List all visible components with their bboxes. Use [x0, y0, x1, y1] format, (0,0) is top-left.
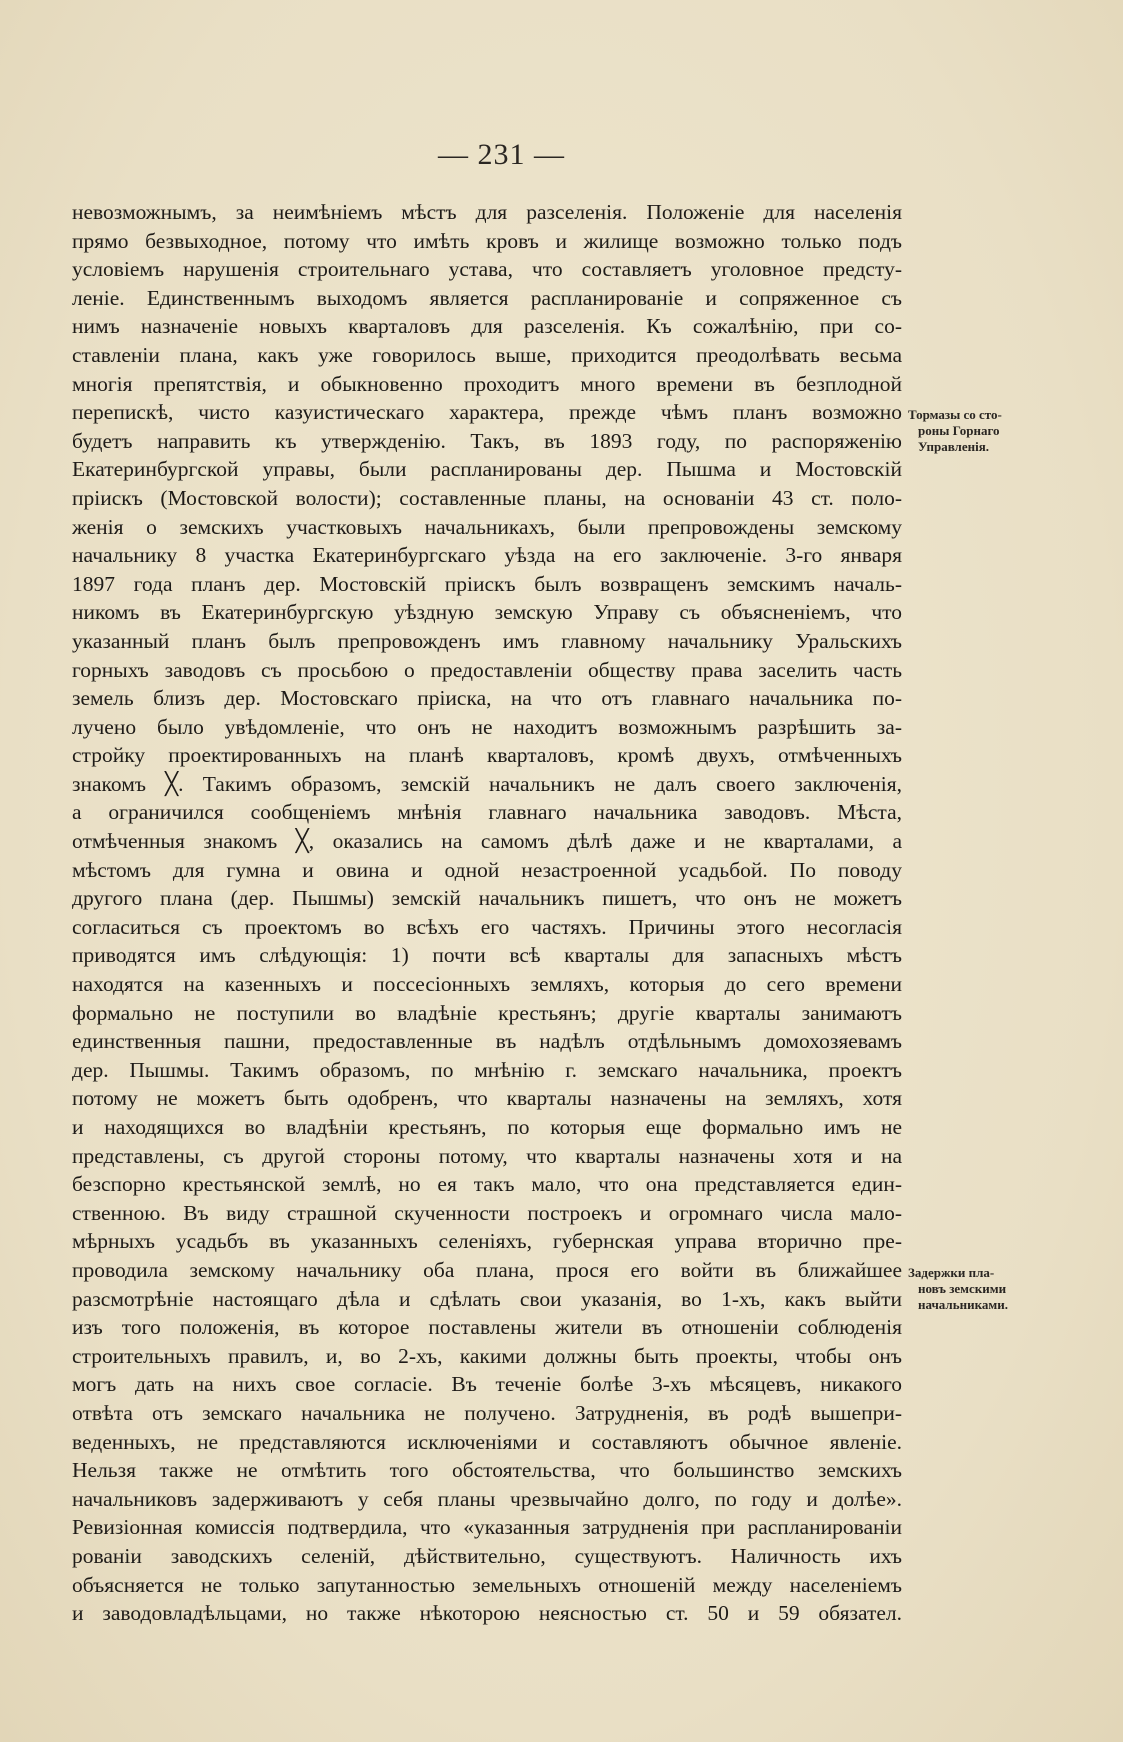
body-line: а ограничился сообщеніемъ мнѣнія главнаго начальника заводовъ. Мѣста, [72, 800, 902, 825]
margin-note-line: роны Горнаго [918, 423, 1000, 438]
body-line: ставленіи плана, какъ уже говорилось выше, приходится преодолѣвать весьма [72, 342, 902, 367]
body-line: и находящихся во владѣніи крестьянъ, по которыя еще формально имъ не [72, 1115, 902, 1139]
body-line: Екатеринбургской управы, были распланированы дер. Пышма и Мостовскій [72, 457, 902, 482]
body-line: могъ дать на нихъ свое согласіе. Въ теченіе болѣе 3-хъ мѣсяцевъ, никакого [72, 1372, 902, 1397]
body-line: земель близъ дер. Мостовскаго пріиска, на что отъ главнаго начальника по- [72, 686, 902, 711]
body-line: дер. Пышмы. Такимъ образомъ, по мнѣнію г. земскаго начальника, проектъ [72, 1057, 902, 1082]
body-line: 1897 года планъ дер. Мостовскій пріискъ былъ возвращенъ земскимъ началь- [72, 571, 902, 596]
body-line: строительныхъ правилъ, и, во 2-хъ, какими должны быть проекты, чтобы онъ [72, 1343, 902, 1368]
body-line: отвѣта отъ земскаго начальника не получено. Затрудненія, въ родѣ вышепри- [72, 1400, 902, 1425]
margin-note-line: Тормазы со сто- [908, 407, 1002, 422]
body-line: пріискъ (Мостовской волости); составленные планы, на основаніи 43 ст. поло- [72, 485, 902, 510]
body-line: многія препятствія, и обыкновенно проходитъ много времени въ безплодной [72, 371, 902, 396]
margin-note-mining-administration [908, 407, 1048, 455]
body-line: Нельзя также не отмѣтить того обстоятельства, что большинство земскихъ [72, 1458, 902, 1483]
body-line: прямо безвыходное, потому что имѣть кровъ и жилище возможно только подъ [72, 228, 902, 253]
body-line: перепискѣ, чисто казуистическаго характера, прежде чѣмъ планъ возможно [72, 400, 902, 425]
body-line: знакомъ ╳. Такимъ образомъ, земскій начальникъ не далъ своего заключенія, [72, 771, 902, 796]
body-line: лучено было увѣдомленіе, что онъ не находитъ возможнымъ разрѣшить за- [72, 714, 902, 739]
margin-note-plan-delays [908, 1265, 1048, 1313]
margin-note-line: новъ земскими [918, 1281, 1007, 1296]
body-line: отмѣченныя знакомъ ╳, оказались на самомъ дѣлѣ даже и не кварталами, а [72, 829, 902, 854]
body-line: и заводовладѣльцами, но также нѣкоторою неясностью ст. 50 и 59 обязател. [72, 1601, 902, 1626]
body-line: проводила земскому начальнику оба плана, прося его войти въ ближайшее [72, 1257, 902, 1282]
body-line: формально не поступили во владѣніе крестьянъ; другіе кварталы занимаютъ [72, 1000, 902, 1025]
body-line: никомъ въ Екатеринбургскую уѣздную земскую Управу съ объясненіемъ, что [72, 600, 902, 625]
body-line: стройку проектированныхъ на планѣ кварталовъ, кромѣ двухъ, отмѣченныхъ [72, 743, 902, 768]
body-line: начальнику 8 участка Екатеринбургскаго уѣзда на его заключеніе. 3-го января [72, 543, 902, 568]
margin-note-line: Задержки пла- [908, 1265, 995, 1280]
body-line: согласиться съ проектомъ во всѣхъ его частяхъ. Причины этого несогласія [72, 914, 902, 939]
body-line: потому не можетъ быть одобренъ, что кварталы назначены на земляхъ, хотя [72, 1086, 902, 1111]
body-line: условіемъ нарушенія строительнаго устава, что составляетъ уголовное предсту- [72, 257, 902, 282]
body-line: другого плана (дер. Пышмы) земскій начальникъ пишетъ, что онъ не можетъ [72, 886, 902, 911]
body-line: изъ того положенія, въ которое поставлены жители въ отношеніи соблюденія [72, 1315, 902, 1340]
margin-note-line: начальниками. [918, 1297, 1008, 1312]
body-line: объясняется не только запутанностью земельныхъ отношеній между населеніемъ [72, 1572, 902, 1597]
body-line: мѣрныхъ усадьбъ въ указанныхъ селеніяхъ, губернская управа вторично пре- [72, 1229, 902, 1254]
body-line: начальниковъ задерживаютъ у себя планы чрезвычайно долго, по году и долѣе». [72, 1486, 902, 1511]
body-line: нимъ назначеніе новыхъ кварталовъ для разселенія. Къ сожалѣнію, при со- [72, 314, 902, 339]
body-line: мѣстомъ для гумна и овина и одной незастроенной усадьбой. По поводу [72, 857, 902, 882]
body-line: разсмотрѣніе настоящаго дѣла и сдѣлать свои указанія, во 1-хъ, какъ выйти [72, 1286, 902, 1311]
body-line: указанный планъ былъ препровожденъ имъ главному начальнику Уральскихъ [72, 628, 902, 653]
body-line: женія о земскихъ участковыхъ начальникахъ, были препровождены земскому [72, 514, 902, 539]
body-line: находятся на казенныхъ и поссесіонныхъ земляхъ, которыя до сего времени [72, 972, 902, 997]
body-line: представлены, съ другой стороны потому, что кварталы назначены хотя и на [72, 1143, 902, 1168]
body-line: невозможнымъ, за неимѣніемъ мѣстъ для разселенія. Положеніе для населенія [72, 200, 902, 224]
body-line: приводятся имъ слѣдующія: 1) почти всѣ кварталы для запасныхъ мѣстъ [72, 943, 902, 968]
page-number: — 231 — [438, 138, 565, 171]
margin-note-line: Управленія. [918, 439, 989, 454]
body-line: безспорно крестьянской землѣ, но ея такъ мало, что она представляется един- [72, 1172, 902, 1197]
body-line: Ревизіонная комиссія подтвердила, что «указанныя затрудненія при распланированіи [72, 1515, 902, 1540]
body-line: горныхъ заводовъ съ просьбою о предоставленіи обществу права заселить часть [72, 657, 902, 682]
body-line: веденныхъ, не представляются исключеніями и составляютъ обычное явленіе. [72, 1429, 902, 1454]
body-line: единственныя пашни, предоставленные въ надѣлъ отдѣльнымъ домохозяевамъ [72, 1029, 902, 1054]
body-line: леніе. Единственнымъ выходомъ является распланированіе и сопряженное съ [72, 285, 902, 310]
body-line: будетъ направить къ утвержденію. Такъ, въ 1893 году, по распоряженію [72, 428, 902, 453]
body-line: рованіи заводскихъ селеній, дѣйствительно, существуютъ. Наличность ихъ [72, 1543, 902, 1568]
body-text [72, 198, 902, 1628]
body-line: ственною. Въ виду страшной скученности построекъ и огромнаго числа мало- [72, 1200, 902, 1225]
